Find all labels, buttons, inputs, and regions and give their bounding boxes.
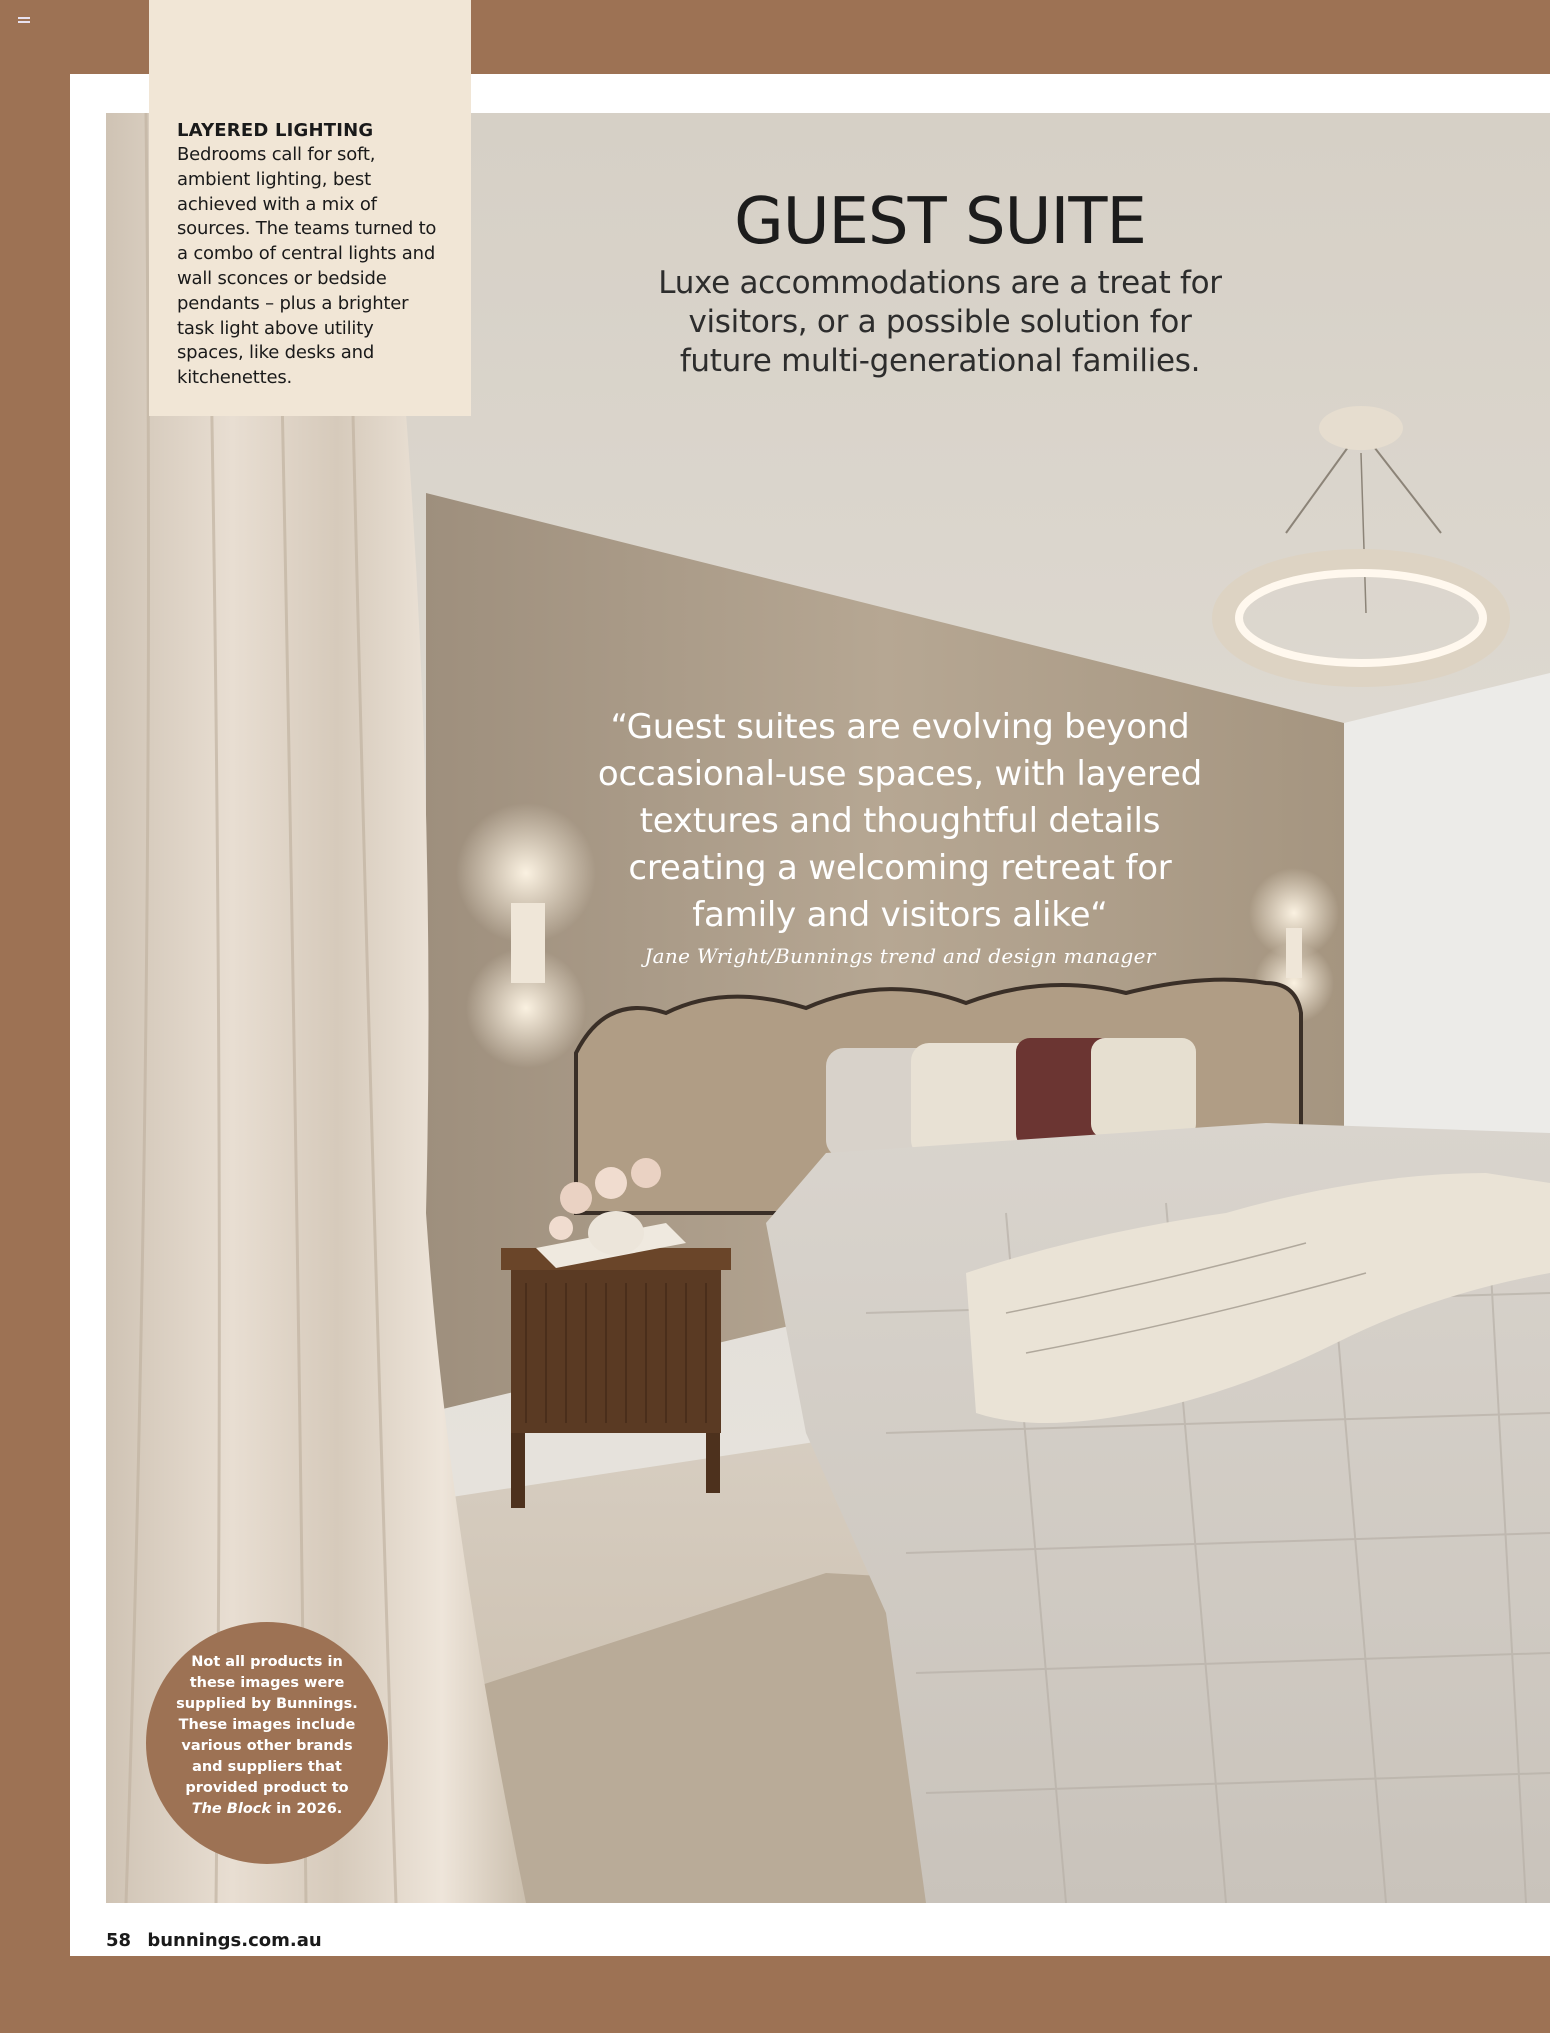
website-link[interactable]: bunnings.com.au [147, 1930, 322, 1951]
quote-attribution: Jane Wright/Bunnings trend and design manager [644, 944, 1156, 968]
disclaimer-italic-title: The Block [191, 1801, 272, 1817]
disclaimer-badge [146, 1622, 388, 1864]
disclaimer-text-end: in 2026. [271, 1801, 343, 1817]
menu-icon[interactable] [18, 17, 30, 26]
sidebar-box [149, 0, 471, 416]
page-title: GUEST SUITE [734, 185, 1146, 259]
pull-quote: “Guest suites are evolving beyond occasional-use spaces, with layered textures and thoughtful details creating a welcoming retreat for family and visitors alike“ [597, 707, 1203, 935]
sidebar-body-text: Bedrooms call for soft, ambient lighting, best achieved with a mix of sources. The teams turned to a combo of central lights and wall sconces or bedside pendants – plus a brighter task light above utility spaces, like desks and kitchenettes. [177, 144, 437, 389]
page-number: 58 [106, 1930, 132, 1951]
sidebar-heading: LAYERED LIGHTING [177, 120, 374, 141]
disclaimer-text: Not all products in these images were supplied by Bunnings. These images include various other brands and suppliers that provided product to [176, 1654, 358, 1796]
page-subtitle: Luxe accommodations are a treat for visitors, or a possible solution for future multi-generational families. [658, 265, 1222, 379]
page-footer [106, 1930, 322, 1951]
